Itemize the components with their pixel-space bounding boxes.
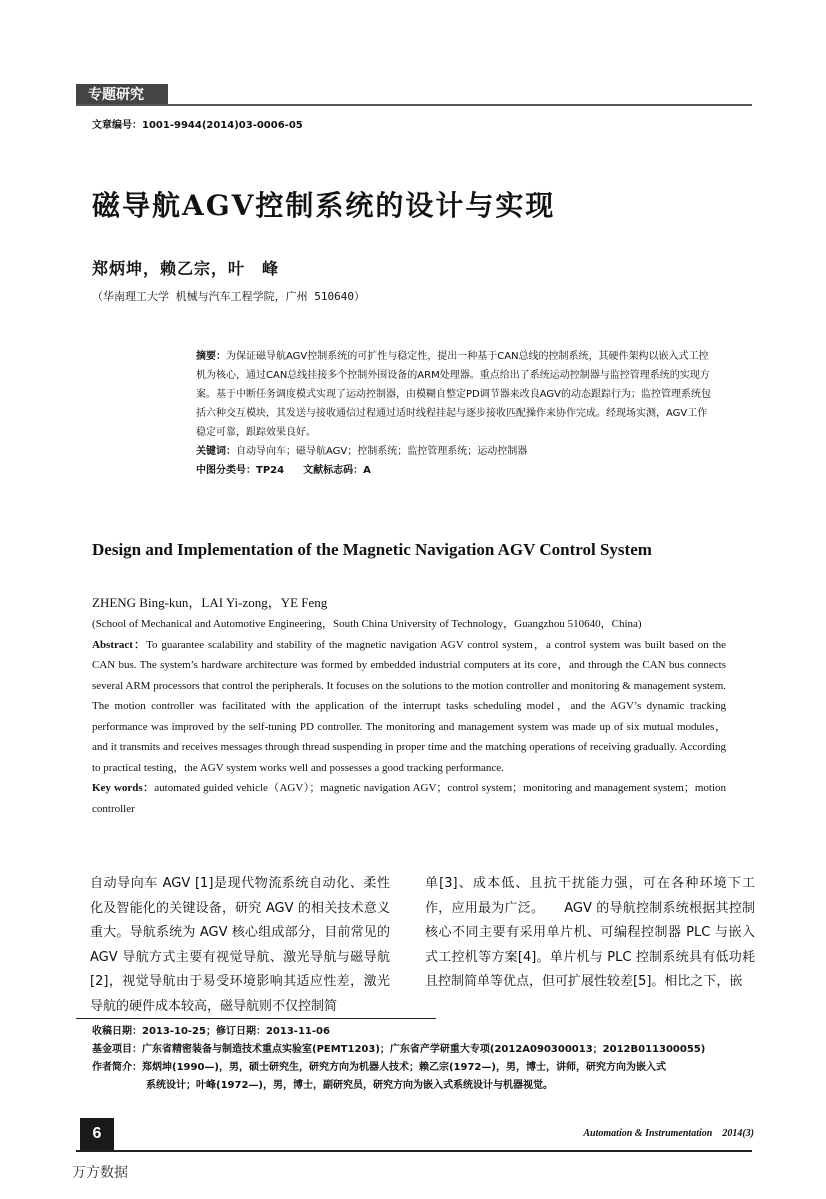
body-column-right: 单[3]、成本低、且抗干扰能力强，可在各种环境下工作，应用最为广泛。 AGV 的导航控制系统根据其控制核心不同主要有采用单片机、可编程控制器 PLC 与嵌入式工控机等方案[4]。单片机与 PLC 控制系统具有低功耗且控制简单等优点，但可扩展性较差[5]。相比之下，嵌 [425,876,755,990]
footnote-rule [76,1018,436,1019]
affiliation: （华南理工大学 机械与汽车工程学院，广州 510640） [92,290,365,303]
footnote-bio-cont: 系统设计；叶峰(1972—)，男，博士，副研究员，研究方向为嵌入式系统设计与机器视觉。 [146,1080,553,1091]
clc-value: TP24 [256,465,285,476]
english-title: Design and Implementation of the Magnetic Navigation AGV Control System [92,540,652,559]
english-abstract [92,614,726,819]
keywords-cn-text: 自动导向车；磁导航AGV；控制系统；监控管理系统；运动控制器 [236,446,528,457]
abstract-cn-text: 为保证磁导航AGV控制系统的可扩性与稳定性，提出一种基于CAN总线的控制系统，其硬件架构以嵌入式工控机为核心，通过CAN总线挂接多个控制外围设备的ARM处理器。重点给出了系统运动控制器与监控管理系统的实现方案。基于中断任务调度模式实现了运动控制器，由模糊自整定PD调节器来改良AGV的动态跟踪行为；监控管理系统包括六种交互模块，其发送与接收通信过程通过适时线程挂起与逐步接收匹配操作来协作完成。经现场实测，AGV工作稳定可靠，跟踪效果良好。 [196,351,711,438]
footnotes [92,1023,762,1095]
english-keywords [92,778,726,819]
section-tab: 专题研究 [76,84,168,106]
keywords-cn [196,442,716,461]
english-abstract-paragraph [92,635,726,779]
english-abstract-label: Abstract： [92,638,147,651]
english-keywords-label: Key words： [92,782,155,794]
header-rule [76,104,752,106]
abstract-cn-paragraph [196,347,716,442]
paper-title: 磁导航AGV控制系统的设计与实现 [92,189,556,222]
english-abstract-text: To guarantee scalability and stability of the magnetic navigation AGV control system，a control system was built based on the CAN bus. The system’s hardware architecture was formed by embedded industrial computers at its core，and through the CAN bus connects several ARM processors that control the peripherals. It focuses on the solutions to the motion controller and monitoring & management system. The motion controller was facilitated with the application of the interrupt tasks scheduling model，and the AGV’s dynamic tracking performance was improved by the self-tuning PD controller. The monitoring and management system was made up of six mutual modules，and it transmits and receives messages through thread suspending in proper time and the matching operations of receiving gradually. According to practical testing，the AGV system works well and possesses a good tracking performance. [92,638,726,774]
clc-label: 中图分类号： [196,465,256,476]
english-affiliation: (School of Mechanical and Automotive Engineering，South China University of Technology，Guangzhou 510640，China) [92,618,642,630]
chinese-abstract [196,347,716,480]
abstract-label: 摘要： [196,351,226,362]
watermark: 万方数据 [72,1165,128,1181]
authors: 郑炳坤，赖乙宗，叶 峰 [92,259,280,278]
classification [196,461,716,480]
keywords-label: 关键词： [196,446,236,457]
body-column-left: 自动导向车 AGV [1]是现代物流系统自动化、柔性化及智能化的关键设备，研究 AGV 的相关技术意义重大。导航系统为 AGV 核心组成部分，目前常见的 AGV 导航方式主要有视觉导航、激光导航与磁导航[2]，视觉导航由于易受环境影响其适应性差，激光导航的硬件成本较高，磁导航则不仅控制简 [90,876,390,1014]
footnote-fund: 基金项目：广东省精密装备与制造技术重点实验室(PEMT1203)；广东省产学研重大专项(2012A090300013；2012B011300055) [92,1044,706,1055]
footnote-dates: 收稿日期：2013-10-25；修订日期：2013-11-06 [92,1026,330,1037]
english-authors: ZHENG Bing-kun，LAI Yi-zong，YE Feng [92,595,328,610]
doc-label: 文献标志码： [303,465,364,476]
page-number: 6 [80,1118,114,1150]
footer-rule [76,1150,752,1152]
article-number: 文章编号：1001-9944(2014)03-0006-05 [92,120,303,131]
footnote-bio: 作者简介：郑炳坤(1990—)，男，硕士研究生，研究方向为机器人技术；赖乙宗(1972—)，男，博士，讲师，研究方向为嵌入式 [92,1062,666,1073]
english-keywords-text: automated guided vehicle（AGV）；magnetic navigation AGV；control system；monitoring and management system；motion controller [92,782,726,815]
journal-name: Automation & Instrumentation 2014(3) [583,1128,754,1139]
doc-value: A [363,465,371,476]
